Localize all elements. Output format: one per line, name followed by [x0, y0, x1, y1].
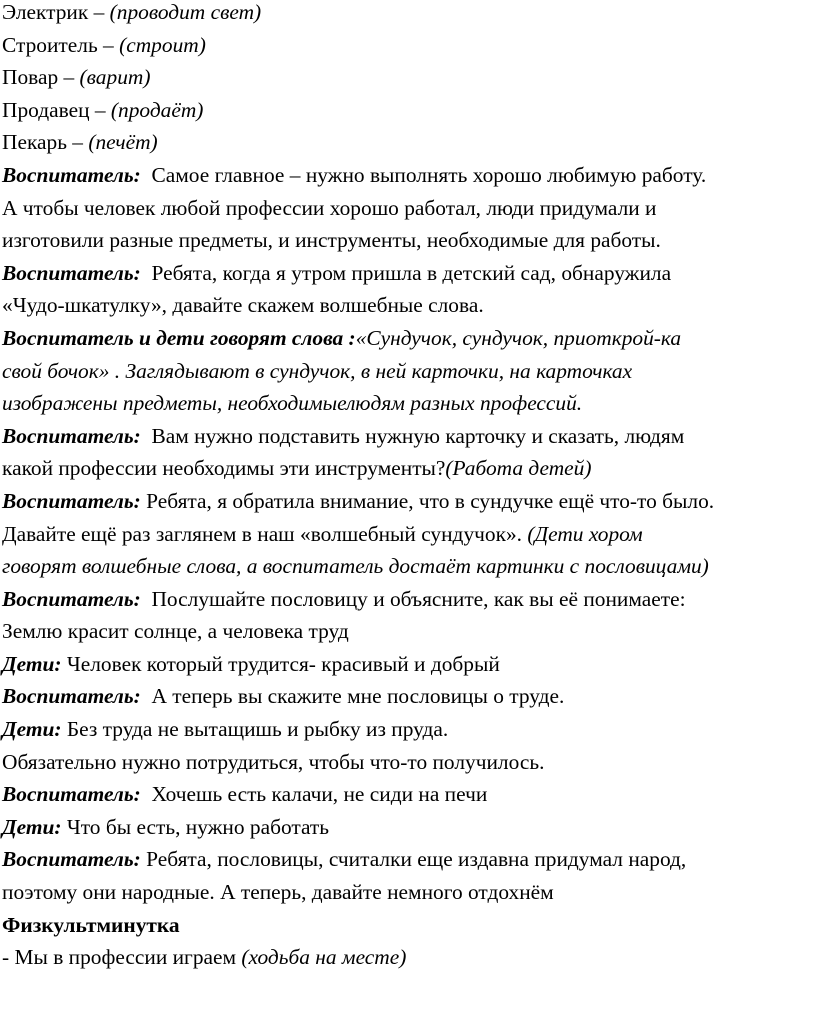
- text-run: Без труда не вытащишь и рыбку из пруда.: [61, 717, 449, 742]
- text-run: (ходьба на месте): [241, 945, 407, 970]
- text-run: изготовили разные предметы, и инструменты, необходимые для работы.: [2, 228, 661, 253]
- text-run: Ребята, я обратила внимание, что в сундучке ещё что-то было.: [140, 488, 715, 513]
- text-line: [2, 778, 814, 811]
- text-run: (Дети хором: [527, 521, 643, 546]
- text-run: - Мы в профессии играем: [2, 945, 242, 970]
- text-run: какой профессии необходимы эти инструменты?: [2, 456, 446, 481]
- text-line: [2, 843, 814, 876]
- text-run: А теперь вы скажите мне пословицы о труде.: [140, 684, 565, 709]
- text-line: [2, 322, 814, 355]
- text-run: свой бочок» . Заглядывают в сундучок, в ней карточки, на карточках: [2, 358, 633, 383]
- text-run: Воспитатель:: [2, 782, 141, 807]
- text-line: [2, 387, 814, 420]
- text-line: [2, 420, 814, 453]
- text-line: [2, 224, 814, 257]
- text-run: Послушайте пословицу и объясните, как вы её понимаете:: [140, 586, 686, 611]
- text-line: [2, 485, 814, 518]
- text-line: [2, 452, 814, 485]
- text-run: Повар –: [2, 65, 80, 90]
- text-run: (проводит свет): [109, 0, 262, 24]
- text-line: [2, 680, 814, 713]
- text-line: [2, 126, 814, 159]
- text-run: Продавец –: [2, 97, 111, 122]
- text-run: Вам нужно подставить нужную карточку и сказать, людям: [140, 423, 685, 448]
- text-line: [2, 550, 814, 583]
- text-line: [2, 257, 814, 290]
- text-run: Пекарь –: [2, 130, 89, 155]
- text-line: [2, 61, 814, 94]
- text-line: [2, 94, 814, 127]
- text-line: [2, 289, 814, 322]
- text-line: [2, 159, 814, 192]
- text-run: Воспитатель:: [2, 162, 141, 187]
- text-run: говорят волшебные слова, а воспитатель достаёт картинки с пословицами): [2, 554, 709, 579]
- text-run: Самое главное – нужно выполнять хорошо любимую работу.: [140, 162, 707, 187]
- text-run: изображены предметы, необходимыелюдям разных профессий.: [2, 391, 583, 416]
- text-run: Давайте ещё раз заглянем в наш «волшебный сундучок».: [2, 521, 528, 546]
- text-run: (печёт): [88, 130, 158, 155]
- text-line: [2, 615, 814, 648]
- text-run: Землю красит солнце, а человека труд: [2, 619, 349, 644]
- text-run: Физкультминутка: [2, 912, 180, 937]
- text-line: [2, 192, 814, 225]
- text-run: Дети:: [2, 717, 62, 742]
- text-run: (варит): [79, 65, 151, 90]
- text-run: Воспитатель:: [2, 586, 141, 611]
- text-run: (строит): [119, 32, 206, 57]
- text-run: А чтобы человек любой профессии хорошо работал, люди придумали и: [2, 195, 657, 220]
- text-run: (продаёт): [110, 97, 204, 122]
- text-line: [2, 811, 814, 844]
- text-run: Воспитатель:: [2, 423, 141, 448]
- text-line: [2, 713, 814, 746]
- text-run: Человек который трудится- красивый и добрый: [61, 651, 500, 676]
- text-run: поэтому они народные. А теперь, давайте немного отдохнём: [2, 880, 554, 905]
- text-run: Воспитатель и дети говорят слова :: [2, 325, 356, 350]
- text-line: [2, 0, 814, 29]
- text-line: [2, 746, 814, 779]
- text-run: Строитель –: [2, 32, 120, 57]
- text-line: [2, 648, 814, 681]
- text-line: [2, 876, 814, 909]
- text-run: Воспитатель:: [2, 488, 141, 513]
- text-line: [2, 355, 814, 388]
- text-run: Дети:: [2, 651, 62, 676]
- text-run: «Сундучок, сундучок, приоткрой-ка: [355, 325, 682, 350]
- text-line: [2, 583, 814, 616]
- text-run: Ребята, когда я утром пришла в детский сад, обнаружила: [140, 260, 672, 285]
- text-run: (Работа детей): [445, 456, 592, 481]
- text-run: Обязательно нужно потрудиться, чтобы что-то получилось.: [2, 749, 545, 774]
- text-line: [2, 941, 814, 974]
- text-line: [2, 518, 814, 551]
- text-run: Что бы есть, нужно работать: [61, 814, 330, 839]
- text-run: «Чудо-шкатулку», давайте скажем волшебные слова.: [2, 293, 484, 318]
- text-line: [2, 29, 814, 62]
- text-run: Хочешь есть калачи, не сиди на печи: [140, 782, 488, 807]
- text-run: Дети:: [2, 814, 62, 839]
- text-run: Ребята, пословицы, считалки еще издавна придумал народ,: [140, 847, 687, 872]
- text-run: Воспитатель:: [2, 260, 141, 285]
- text-run: Воспитатель:: [2, 684, 141, 709]
- text-run: Воспитатель:: [2, 847, 141, 872]
- text-line: [2, 909, 814, 942]
- text-run: Электрик –: [2, 0, 110, 24]
